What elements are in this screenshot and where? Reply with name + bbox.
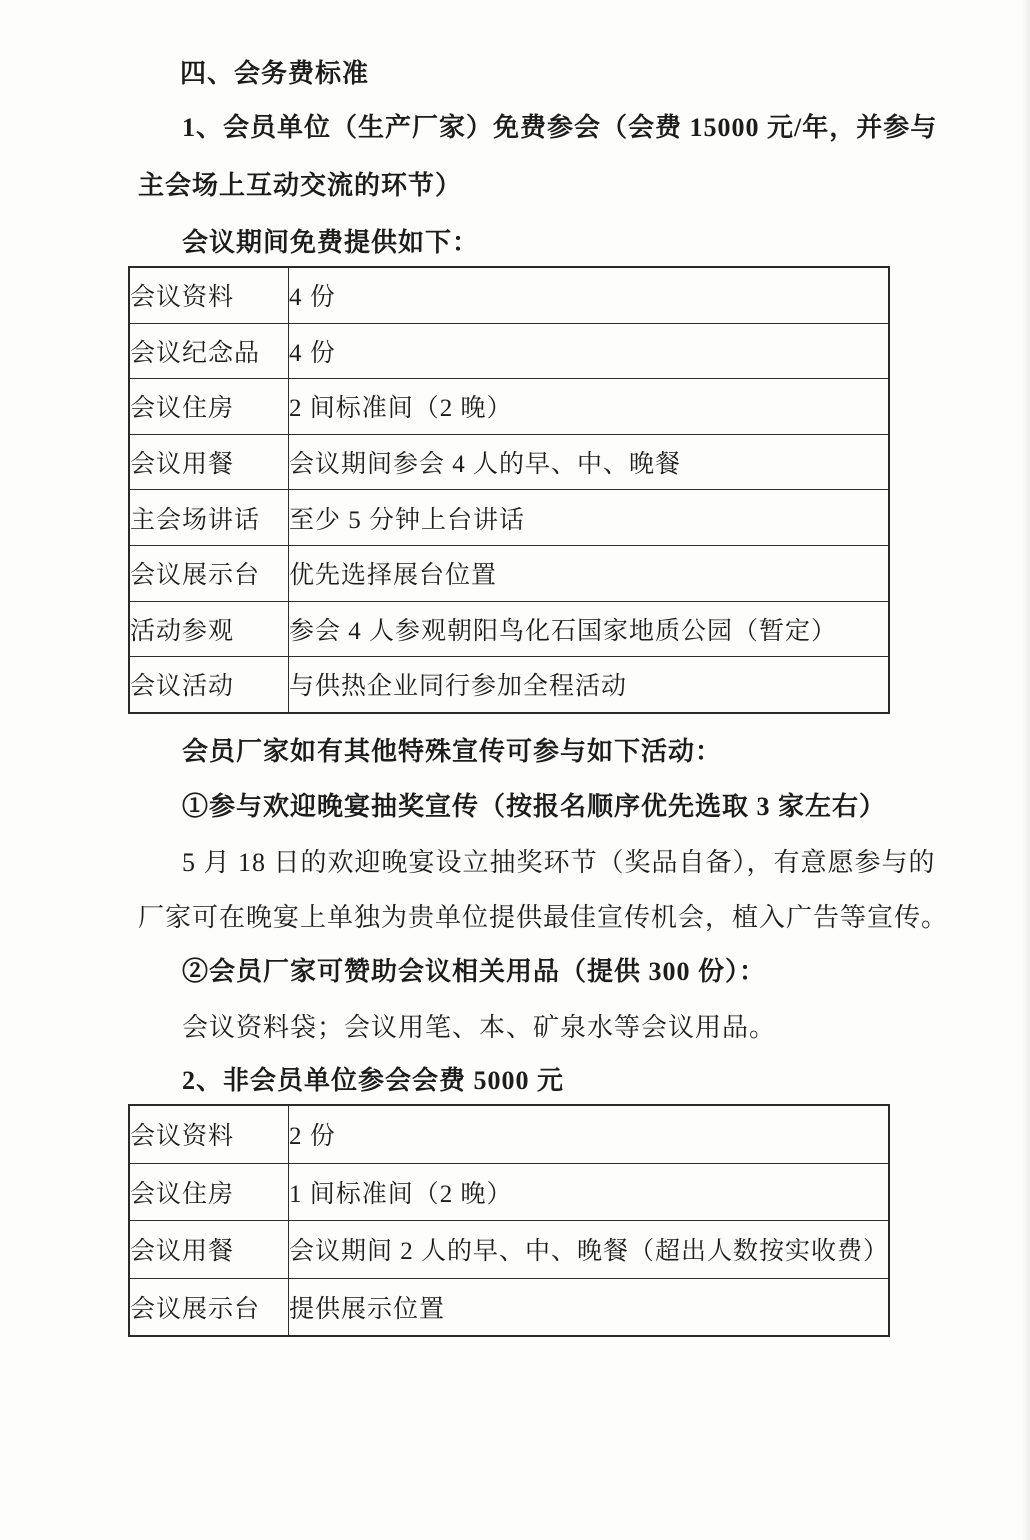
table-row bbox=[129, 490, 889, 546]
table-row bbox=[129, 267, 889, 323]
table-row bbox=[129, 1278, 889, 1336]
table-row bbox=[129, 1105, 889, 1163]
table-row bbox=[129, 545, 889, 601]
detail-cell: 4 份 bbox=[289, 267, 890, 323]
detail-cell: 2 间标准间（2 晚） bbox=[289, 379, 890, 435]
detail-cell: 4 份 bbox=[289, 323, 890, 379]
item-cell: 活动参观 bbox=[129, 601, 289, 657]
promo1-line-2: 厂家可在晚宴上单独为贵单位提供最佳宣传机会，植入广告等宣传。 bbox=[138, 903, 949, 932]
member-benefits-table bbox=[128, 266, 890, 714]
scan-edge-shade bbox=[1022, 0, 1030, 1540]
table-row bbox=[129, 1221, 889, 1279]
item-cell: 会议活动 bbox=[129, 657, 289, 713]
item-cell: 会议用餐 bbox=[129, 1221, 289, 1279]
table-row bbox=[129, 657, 889, 713]
item-cell: 会议住房 bbox=[129, 379, 289, 435]
item-cell: 会议展示台 bbox=[129, 1278, 289, 1336]
item-cell: 会议资料 bbox=[129, 1105, 289, 1163]
item-cell: 会议住房 bbox=[129, 1163, 289, 1221]
promo2-line-1: 会议资料袋；会议用笔、本、矿泉水等会议用品。 bbox=[182, 1013, 777, 1042]
table-row bbox=[129, 601, 889, 657]
item-cell: 会议用餐 bbox=[129, 434, 289, 490]
detail-cell: 提供展示位置 bbox=[289, 1278, 890, 1336]
member-paragraph-line-1: 1、会员单位（生产厂家）免费参会（会费 15000 元/年，并参与 bbox=[182, 113, 938, 142]
item-cell: 会议纪念品 bbox=[129, 323, 289, 379]
detail-cell: 参会 4 人参观朝阳鸟化石国家地质公园（暂定） bbox=[289, 601, 890, 657]
detail-cell: 会议期间参会 4 人的早、中、晚餐 bbox=[289, 434, 890, 490]
detail-cell: 1 间标准间（2 晚） bbox=[289, 1163, 890, 1221]
promo2-heading: ②会员厂家可赞助会议相关用品（提供 300 份）： bbox=[182, 957, 767, 986]
table-row bbox=[129, 1163, 889, 1221]
nonmember-benefits-table bbox=[128, 1104, 890, 1337]
item-cell: 会议资料 bbox=[129, 267, 289, 323]
promo1-heading: ①参与欢迎晚宴抽奖宣传（按报名顺序优先选取 3 家左右） bbox=[182, 792, 887, 821]
special-promo-intro: 会员厂家如有其他特殊宣传可参与如下活动： bbox=[182, 737, 723, 766]
nonmember-heading: 2、非会员单位参会会费 5000 元 bbox=[182, 1066, 565, 1095]
detail-cell: 优先选择展台位置 bbox=[289, 545, 890, 601]
table-row bbox=[129, 323, 889, 379]
detail-cell: 会议期间 2 人的早、中、晚餐（超出人数按实收费） bbox=[289, 1221, 890, 1279]
free-provide-intro: 会议期间免费提供如下： bbox=[182, 228, 480, 257]
item-cell: 会议展示台 bbox=[129, 545, 289, 601]
detail-cell: 与供热企业同行参加全程活动 bbox=[289, 657, 890, 713]
item-cell: 主会场讲话 bbox=[129, 490, 289, 546]
member-paragraph-line-2: 主会场上互动交流的环节） bbox=[138, 171, 463, 200]
detail-cell: 2 份 bbox=[289, 1105, 890, 1163]
table-row bbox=[129, 434, 889, 490]
detail-cell: 至少 5 分钟上台讲话 bbox=[289, 490, 890, 546]
promo1-line-1: 5 月 18 日的欢迎晚宴设立抽奖环节（奖品自备），有意愿参与的 bbox=[182, 848, 936, 877]
table-row bbox=[129, 379, 889, 435]
section-heading: 四、会务费标准 bbox=[180, 59, 370, 88]
